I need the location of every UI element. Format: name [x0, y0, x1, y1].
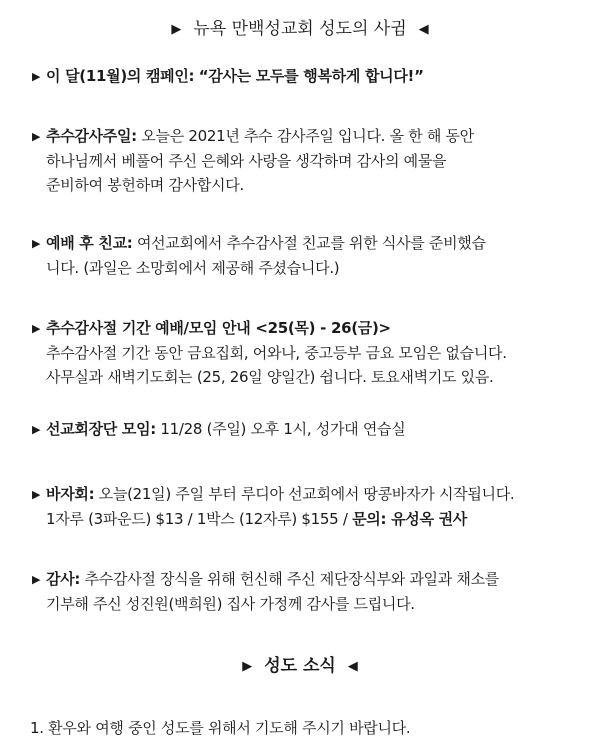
left-triangle-icon: ◀ [347, 659, 358, 674]
bullet-icon: ▶ [32, 322, 41, 335]
campaign-label: 이 달(11월)의 캠페인: [46, 67, 195, 85]
schedule-line1: 추수감사절 기간 동안 금요집회, 어와나, 중고등부 금요 모임은 없습니다. [46, 344, 507, 362]
mission-leaders-label: 선교회장단 모임: [46, 420, 156, 438]
thanks-line2: 기부해 주신 성진원(백희원) 집사 가정께 감사를 드립니다. [46, 595, 415, 613]
campaign-item [32, 64, 592, 89]
right-triangle-icon: ▶ [171, 22, 182, 37]
thanks-line1: 추수감사절 장식을 위해 헌신해 주신 제단장식부와 과일과 채소를 [84, 570, 499, 588]
thanksgiving-sunday-line2: 하나님께서 베풀어 주신 은혜와 사랑을 생각하며 감사의 예물을 [46, 152, 447, 170]
thanksgiving-sunday-item [32, 124, 592, 197]
schedule-line2: 사무실과 새벽기도회는 (25, 26일 양일간) 쉽니다. 토요새벽기도 있음. [46, 368, 494, 386]
bullet-icon: ▶ [32, 70, 41, 83]
bullet-icon: ▶ [32, 237, 41, 250]
thanks-item [32, 567, 592, 616]
bulletin-header [0, 18, 600, 41]
bullet-icon: ▶ [32, 130, 41, 143]
bulletin-title: 뉴욕 만백성교회 성도의 사귐 [193, 19, 407, 39]
bullet-icon: ▶ [32, 488, 41, 501]
news-title: 성도 소식 [264, 656, 336, 676]
bullet-icon: ▶ [32, 573, 41, 586]
news-item-1 [30, 716, 590, 740]
thanksgiving-sunday-line1: 오늘은 2021년 추수 감사주일 입니다. 올 한 해 동안 [141, 127, 474, 145]
news-header [0, 655, 600, 678]
fellowship-label: 예배 후 친교: [46, 234, 133, 252]
bazaar-prices: 1자루 (3파운드) $13 / 1박스 (12자루) $155 / [46, 510, 348, 528]
left-triangle-icon: ◀ [418, 22, 429, 37]
bazaar-line1: 오늘(21일) 주일 부터 루디아 선교회에서 땅콩바자가 시작됩니다. [98, 485, 515, 503]
thanksgiving-sunday-label: 추수감사주일: [46, 127, 137, 145]
right-triangle-icon: ▶ [242, 659, 253, 674]
fellowship-line1: 여선교회에서 추수감사절 친교를 위한 식사를 준비했습 [136, 234, 486, 252]
schedule-label: 추수감사절 기간 예배/모임 안내 <25(목) - 26(금)> [46, 319, 391, 337]
campaign-text: “감사는 모두를 행복하게 합니다!” [198, 67, 424, 85]
fellowship-line2: 니다. (과일은 소망회에서 제공해 주셨습니다.) [46, 259, 340, 277]
bazaar-contact: 문의: 유성옥 권사 [352, 510, 467, 528]
mission-leaders-text: 11/28 (주일) 오후 1시, 성가대 연습실 [160, 420, 406, 438]
thanksgiving-sunday-line3: 준비하여 봉헌하며 감사합시다. [46, 176, 244, 194]
bazaar-label: 바자회: [46, 485, 95, 503]
bullet-icon: ▶ [32, 423, 41, 436]
schedule-item [32, 316, 592, 389]
fellowship-item [32, 231, 592, 280]
thanks-label: 감사: [46, 570, 81, 588]
news-item-1-text: 1. 환우와 여행 중인 성도를 위해서 기도해 주시기 바랍니다. [30, 719, 411, 737]
mission-leaders-item [32, 417, 592, 442]
bazaar-item [32, 482, 592, 531]
